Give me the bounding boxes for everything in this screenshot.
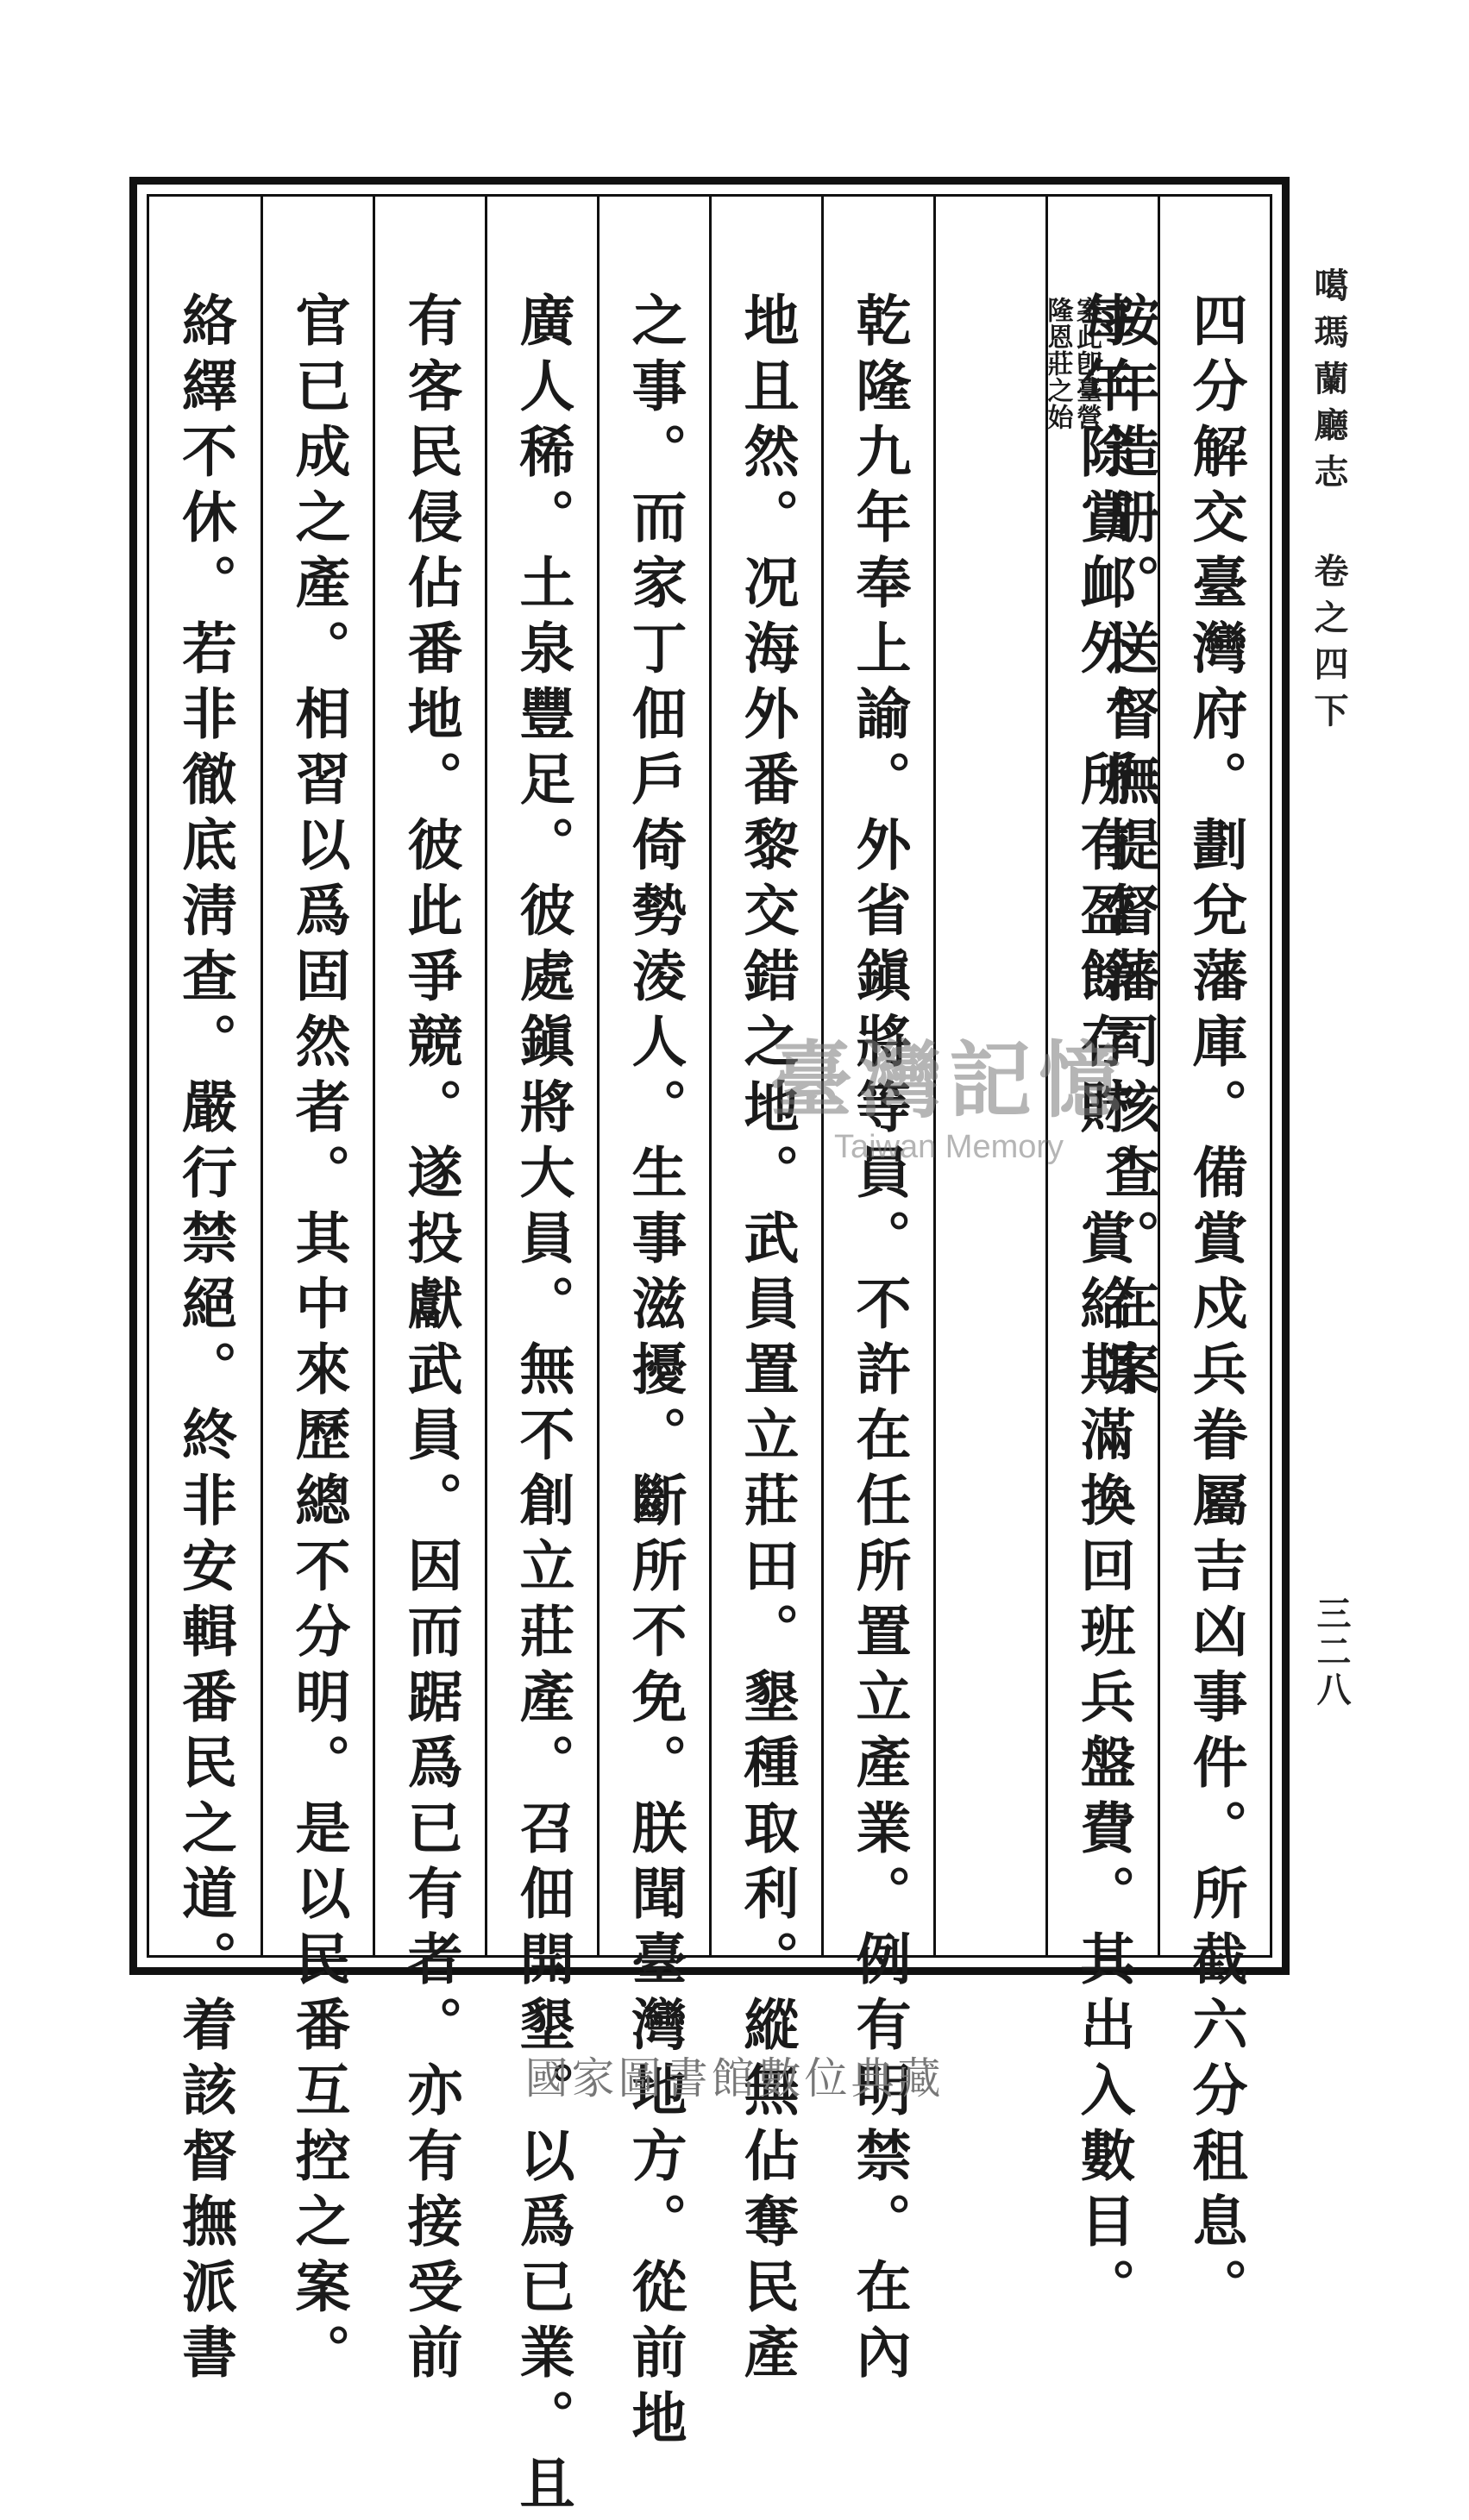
page-number: 三二八 (1311, 1595, 1352, 1709)
column-text: 絡繹不休。若非徹底淸查。嚴行禁絕。終非安輯番民之道。着該督撫派書 (173, 291, 237, 2389)
column-text: 四分解交臺灣府。劃兌藩庫。備賞戍兵眷屬吉凶事件。所截六分租息。 (1183, 291, 1248, 2323)
column-text: 乾隆九年奉上諭。外省鎭將等員。不許在任所置立產業。例有明禁。在內 (846, 291, 912, 2389)
watermark-english: Taiwan Memory (833, 1129, 1064, 1165)
annotation-note-line: 隆恩莊之始 (1042, 297, 1073, 430)
text-column (597, 197, 709, 2454)
column-text: 每年除賞䘏外。所有盈餘存貯。賞給期滿換回班兵盤費。其出入數目。 (1070, 291, 1136, 2323)
text-column (373, 197, 485, 2389)
watermark (716, 1031, 1182, 1177)
column-text: 地且然。况海外番黎交錯之地。武員置立莊田。墾種取利。縱無佔奪民產 (734, 291, 800, 2389)
running-header: 噶瑪蘭廳志 卷之四下 (1309, 267, 1349, 739)
column-text: 官已成之產。相習以爲固然者。其中來歷總不分明。是以民番互控之案。 (286, 291, 351, 2389)
column-text: 廣人稀。土泉豐足。彼處鎭將大員。無不創立莊產。召佃開墾。以爲已業。且 (510, 291, 575, 2520)
watermark-chinese: 臺灣記憶 (769, 1031, 1128, 1129)
text-column (485, 197, 597, 2520)
text-column (148, 197, 261, 2389)
column-text: 有客民侵佔番地。彼此爭競。遂投獻武員。因而踞爲已有者。亦有接受前 (398, 291, 463, 2389)
footer-credit: 國家圖書館數位典藏 (524, 2053, 945, 2103)
column-text: 之事。而家丁佃戶倚勢淩人。生事滋擾。斷所不免。朕聞臺灣地方。從前地 (622, 291, 687, 2454)
column-text: 按年造册。送督撫提督藩司核查。在案 (1095, 291, 1160, 1406)
annotation-note-line: 案此卽臺營 (1071, 297, 1102, 430)
text-column (261, 197, 373, 2389)
